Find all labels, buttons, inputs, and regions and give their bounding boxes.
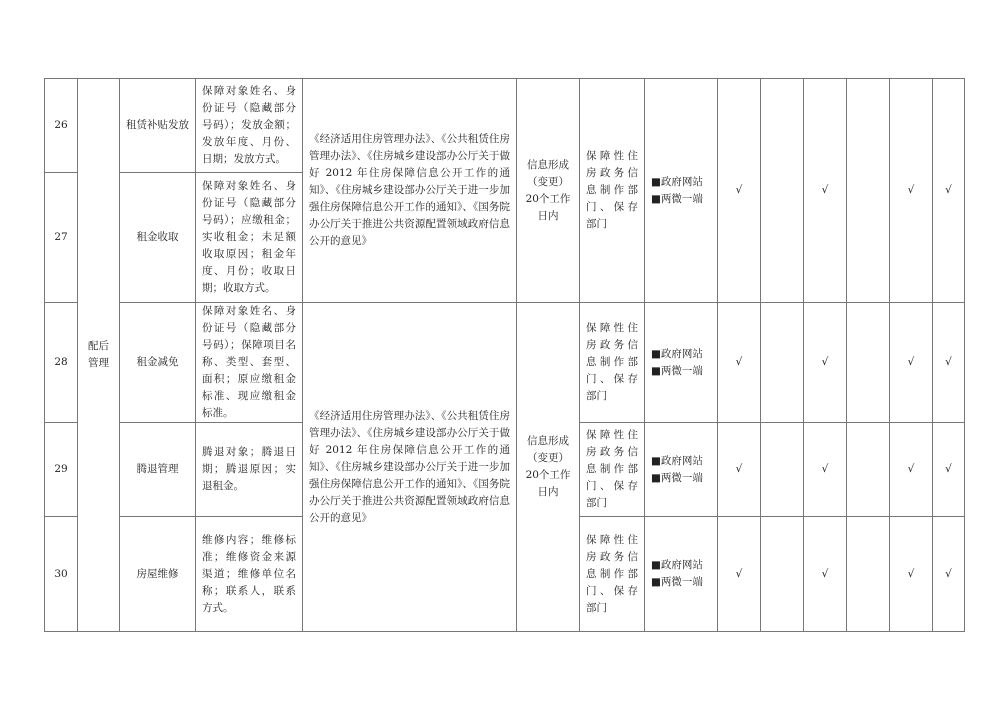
- legal-basis: 《经济适用住房管理办法》、《公共租赁住房管理办法》、《住房城乡建设部办公厅关于做好 2012 年住房保障信息公开工作的通知》、《住房城乡建设部办公厅关于进一步加强住房保障信息公开工作的通知》、《国务院办公厅关于推进公共资源配置领域政府信息公开的意见》: [303, 79, 517, 303]
- empty-cell: [761, 79, 804, 303]
- row-number: 30: [45, 517, 78, 632]
- category-cell: [78, 79, 120, 632]
- check-mark: √: [933, 517, 965, 632]
- check-mark: √: [933, 79, 965, 303]
- row-number: 28: [45, 303, 78, 423]
- check-mark: √: [890, 517, 933, 632]
- row-number: 27: [45, 173, 78, 303]
- check-mark: √: [804, 303, 847, 423]
- item-name: 房屋维修: [120, 517, 196, 632]
- disclosure-channel: [645, 517, 718, 632]
- empty-cell: [847, 423, 890, 517]
- responsible-department: 保障性住房政务信息制作部门、保存部门: [580, 517, 645, 632]
- time-limit: 信息形成（变更）20个工作日内: [517, 79, 580, 303]
- check-mark: √: [890, 79, 933, 303]
- disclosure-table: [44, 78, 965, 632]
- check-mark: √: [890, 423, 933, 517]
- channel-website: ■政府网站: [651, 454, 703, 467]
- item-name: 租金收取: [120, 173, 196, 303]
- row-number: 26: [45, 79, 78, 173]
- responsible-department: 保障性住房政务信息制作部门、保存部门: [580, 423, 645, 517]
- check-mark: √: [933, 423, 965, 517]
- table-row: [45, 79, 965, 173]
- empty-cell: [761, 517, 804, 632]
- channel-wechat-weibo-app: ■两微一端: [651, 576, 703, 588]
- channel-website: ■政府网站: [651, 175, 703, 188]
- check-mark: √: [804, 79, 847, 303]
- channel-wechat-weibo-app: ■两微一端: [651, 471, 703, 484]
- check-mark: √: [718, 303, 761, 423]
- legal-basis: 《经济适用住房管理办法》、《公共租赁住房管理办法》、《住房城乡建设部办公厅关于做好 2012 年住房保障信息公开工作的通知》、《住房城乡建设部办公厅关于进一步加强住房保障信息公开工作的通知》、《国务院办公厅关于推进公共资源配置领域政府信息公开的意见》: [303, 303, 517, 632]
- disclosure-channel: [645, 79, 718, 303]
- item-name: 腾退管理: [120, 423, 196, 517]
- item-detail: 腾退对象；腾退日期；腾退原因；实退租金。: [196, 423, 303, 517]
- channel-wechat-weibo-app: ■两微一端: [651, 364, 703, 377]
- category-label: 配后管理: [88, 340, 109, 369]
- empty-cell: [847, 79, 890, 303]
- check-mark: √: [718, 517, 761, 632]
- check-mark: √: [718, 423, 761, 517]
- check-mark: √: [718, 79, 761, 303]
- item-detail: 保障对象姓名、身份证号（隐藏部分号码）；发放金额；发放年度、月份、日期；发放方式。: [196, 79, 303, 173]
- item-name: 租赁补贴发放: [120, 79, 196, 173]
- disclosure-channel: [645, 303, 718, 423]
- empty-cell: [761, 303, 804, 423]
- channel-website: ■政府网站: [651, 347, 703, 360]
- row-number: 29: [45, 423, 78, 517]
- disclosure-channel: [645, 423, 718, 517]
- table-row: [45, 303, 965, 423]
- empty-cell: [847, 517, 890, 632]
- empty-cell: [847, 303, 890, 423]
- check-mark: √: [933, 303, 965, 423]
- item-detail: 维修内容；维修标准；维修资金来源渠道；维修单位名称；联系人，联系方式。: [196, 517, 303, 632]
- check-mark: √: [890, 303, 933, 423]
- time-limit: 信息形成（变更）20个工作日内: [517, 303, 580, 632]
- channel-wechat-weibo-app: ■两微一端: [651, 192, 703, 205]
- channel-website: ■政府网站: [651, 559, 703, 571]
- responsible-department: 保障性住房政务信息制作部门、保存部门: [580, 303, 645, 423]
- empty-cell: [761, 423, 804, 517]
- item-name: 租金减免: [120, 303, 196, 423]
- item-detail: 保障对象姓名、身份证号（隐藏部分号码）；应缴租金；实收租金；未足额收取原因；租金年度、月份；收取日期；收取方式。: [196, 173, 303, 303]
- check-mark: √: [804, 423, 847, 517]
- item-detail: 保障对象姓名、身份证号（隐藏部分号码）；保障项目名称、类型、套型、面积；原应缴租金标准、现应缴租金标准。: [196, 303, 303, 423]
- check-mark: √: [804, 517, 847, 632]
- responsible-department: 保障性住房政务信息制作部门、保存部门: [580, 79, 645, 303]
